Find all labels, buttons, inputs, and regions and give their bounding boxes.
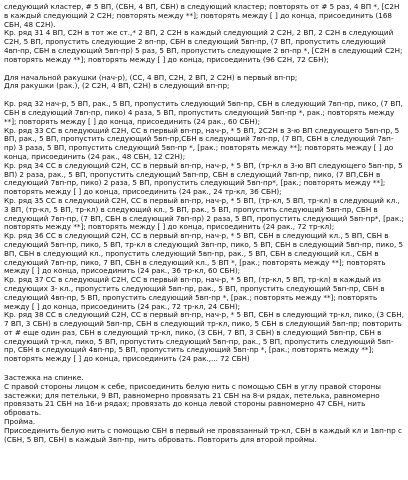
paragraph-shell-def: Для ракушки (рак.), (2 С2Н, 4 ВП, С2Н) в следующий вп-пр; — [4, 81, 230, 91]
paragraph-row-36: Кр. ряд 36 СС в следующий С2Н, СС в первый вп-пр, нач-р, * 5 ВП, СБН в следующий кл., 5 ВП, СБН в следующий 5вп-пр, пико, 5 ВП, тр-кл в следующий 3вп-пр, пико, 5 ВП, СБН в следующий 5вп-пр, пико, 5 ВП, СБН в следующий кл., пропустить следующий 5вп-пр, рак., 5 ВП, СБН в следующий кл., СБН в следующий 7вп-пр, пико, 7 ВП, СБН в следующий кл., 5 ВП *, [рак.; повторять между **]; повторять между [ ] до конца, присоединить (24 рак., 36 тр-кл, 60 СБН); — [4, 231, 404, 276]
paragraph-cluster-end: следующий кластер, # 5 ВП, (СБН, 4 ВП, СБН) в следующий кластер; повторять от # 5 раз, 4 ВП *, [С2Н в каждый следующий 2 С2Н; повторять между **]; повторять между [ ] до конца, присоединить (168 СБН, 48 С2Н). — [4, 2, 400, 29]
paragraph-armhole-heading: Пройма. — [4, 417, 36, 427]
document-body — [4, 3, 404, 444]
paragraph-row-33: Кр. ряд 33 СС в следующий С2Н, СС в первый вп-пр, нач-р, * 5 ВП, 2С2Н в 3-ю ВП следующего 5вп-пр, 5 ВП, рак., 5 ВП, пропустить следующий 5вп-пр,СБН в следующий 7вп-пр, (7 ВП, СБН в следующий 7вп-пр) 3 раза, 5 ВП, пропустить следующий 5вп-пр *, [рак.; повторять между **]; повторять между [ ] до конца, присоединить (24 рак., 48 СБН, 12 С2Н); — [4, 125, 400, 161]
paragraph-row-38: Кр. ряд 38 СС в следующий С2Н, СС в первый вп-пр, нач-р, * 5 ВП, СБН в следующий тр-кл, пико, (3 СБН, 7 ВП, 3 СБН) в следующий 5вп-пр, СБН в следующий тр-кл, пико, 5 СБН в следующий 5вп-пр; повторить от # еще один раз, СБН в следующий тр-кл, пико, (3 СБН, 7 ВП, 3 СБН) в следующий 5вп-пр, СБН в следующий тр-кл, пико, 5 ВП, пропустить следующий 5вп-пр, рак., 5 ВП, пропустить следующий 5вп-пр, СБН в следующий 4вп-пр, 5 ВП, пропустить следующий 5вп-пр *, [рак.; повторять между **]; повторять между [ ] до конца, присоединить (24 рак.,... 72 СБН) — [4, 310, 404, 364]
paragraph-back-fastener-heading: Застежка на спинке. — [4, 373, 84, 383]
paragraph-row-37: Кр. ряд 37 СС в следующий С2Н, СС в первый вп-пр, нач-р, * 5 ВП, (тр-кл, 5 ВП, тр-кл) в каждый из следующих 3- кл., пропустить следующий 5вп-пр, рак., 5 ВП, пропустить следующий 5вп-пр, СБН в следующий 4вп-пр, 5 ВП, пропустить следующий 5вп-пр *, [рак.; повторять между **]; повторять между [ ] до конца, присоединить (24 рак., 72 тр-кл, 24 СБН); — [4, 275, 385, 311]
paragraph-back-fastener: С правой стороны лицом к себе, присоединить белую нить с помощью СБН в углу правой стороны застежки; для петельки, 9 ВП, равномерно провязать 21 СБН на 8-и рядах, петелька, равномерно провязать 21 СБН на 16-и рядах; провязать до конца левой стороны равномерно 47 СБН, нить обровать. — [4, 381, 381, 418]
paragraph-row-31: Кр. ряд 31 4 ВП, С2Н в тот же ст.,* 2 ВП, 2 С2Н в каждый следующий 2 С2Н, 2 ВП, 2 С2Н в следующий С2Н, 5 ВП, пропустить следующие 2 вп-пр, СБН в следующий 5вп-пр, (7 ВП, пропустить следующий 4вп-пр, СБН в следующий 5вп-пр) 5 раз, 5 ВП, пропустить следующие 2 вп-пр *, [С2Н в следующий С2Н; повторять между **]; повторять между [ ] до конца, присоединить (96 С2Н, 72 СБН); — [4, 28, 403, 64]
paragraph-start-shell-def: Для начальной ракушки (нач-р), (СС, 4 ВП, С2Н, 2 ВП, 2 С2Н) в первый вп-пр; — [4, 72, 298, 82]
paragraph-row-35: Кр. ряд 35 СС в следующий С2Н, СС в первый вп-пр, нач-р, * 5 ВП, (тр-кл, 5 ВП, тр-кл) в следующий кл., 3 ВП, (тр-кл, 5 ВП, тр-кл) в следующий кл., 5 ВП, рак., 5 ВП, пропустить следующий 5вп-пр, СБН в следующий 7вп-пр, (7 ВП, СБН в следующий 7вп-пр) 2 раза, 5 ВП, пропустить следующий 5вп-пр*, [рак.; повторять между **]; повторять между [ ] до конца, присоединить (24 рак., 72 тр-кл); — [4, 195, 404, 232]
paragraph-armhole: Присоединить белую нить с помощью СБН в первый не провязанный тр-кл, СБН в каждый кл и 1вп-пр с (СБН, 5 ВП, СБН) в каждый 3вп-пр, нить обровать. Повторить для второй проймы. — [4, 425, 402, 444]
paragraph-row-32: Кр. ряд 32 нач-р, 5 ВП, рак., 5 ВП, пропустить следующий 5вп-пр, СБН в следующий 7вп-пр, пико, (7 ВП, СБН в следующий 7вп-пр, пико) 4 раза, 5 ВП, пропустить следующий 5вп-пр *, рак.; повторять между **]; повторять между [ ] до конца, присоединить (24 рак., 60 СБН); — [4, 99, 403, 126]
paragraph-row-34: Кр. ряд 34 СС в следующий С2Н, СС в первый вп-пр, нач-р, * 5 ВП, (тр-кл в 3-ю ВП следующего 5вп-пр, 5 ВП) 2 раза, рак., 5 ВП, пропустить следующий 5вп-пр, СБН в следующий 7вп-пр, пико, (7 ВП,СБН в следующий 7вп-пр, пико) 2 раза, 5 ВП, пропустить следующий 5вп-пр*, [рак.; повторять между **]; повторять между [ ] до конца, присоединить (24 рак., 24 тр-кл, 36 СБН); — [4, 160, 403, 197]
